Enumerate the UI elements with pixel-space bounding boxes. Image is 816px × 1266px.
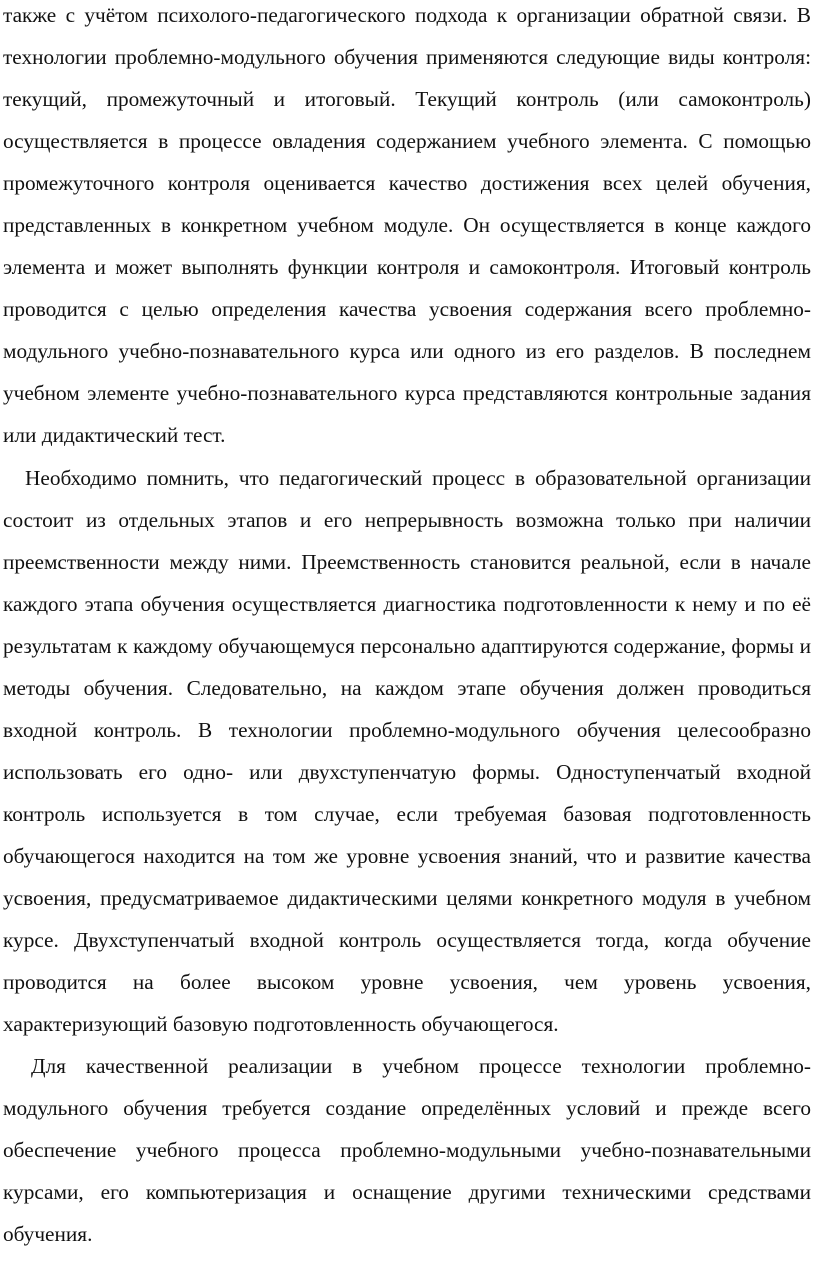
paragraph-conditions: Для качественной реализации в учебном процессе технологии проблемно-модульного обучения требуется создание определённых условий и прежде всего обеспечение учебного процесса проблемно-модульными учебно-познавательными курсами, его компьютеризация и оснащение другими техническими средствами обучения. bbox=[3, 1054, 811, 1247]
paragraph-continuity: Необходимо помнить, что педагогический процесс в образовательной организации состоит из отдельных этапов и его непрерывность возможна только при наличии преемственности между ними. Преемственность становится реальной, если в начале каждого этапа обучения осуществляется диагностика подготовленности к нему и по её результатам к каждому обучающемуся персонально адаптируются содержание, формы и методы обучения. Следовательно, на каждом этапе обучения должен проводиться входной контроль. В технологии проблемно-модульного обучения целесообразно использовать его одно- или двухступенчатую формы. Одноступенчатый входной контроль используется в том случае, если требуемая базовая подготовленность обучающегося находится на том же уровне усвоения знаний, что и развитие качества усвоения, предусматриваемое дидактическими целями конкретного модуля в учебном курсе. Двухступенчатый входной контроль осуществляется тогда, когда обучение проводится на более высоком уровне усвоения, чем уровень усвоения, характеризующий базовую подготовленность обучающегося. bbox=[3, 465, 811, 1037]
paragraph-control-types: также с учётом психолого-педагогического подхода к организации обратной связи. В технологии проблемно-модульного обучения применяются следующие виды контроля: текущий, промежуточный и итоговый. Текущий контроль (или самоконтроль) осуществляется в процессе овладения содержанием учебного элемента. С помощью промежуточного контроля оценивается качество достижения всех целей обучения, представленных в конкретном учебном модуле. Он осуществляется в конце каждого элемента и может выполнять функции контроля и самоконтроля. Итоговый контроль проводится с целью определения качества усвоения содержания всего проблемно-модульного учебно-познавательного курса или одного из его разделов. В последнем учебном элементе учебно-познавательного курса представляются контрольные задания или дидактический тест. bbox=[3, 3, 811, 448]
